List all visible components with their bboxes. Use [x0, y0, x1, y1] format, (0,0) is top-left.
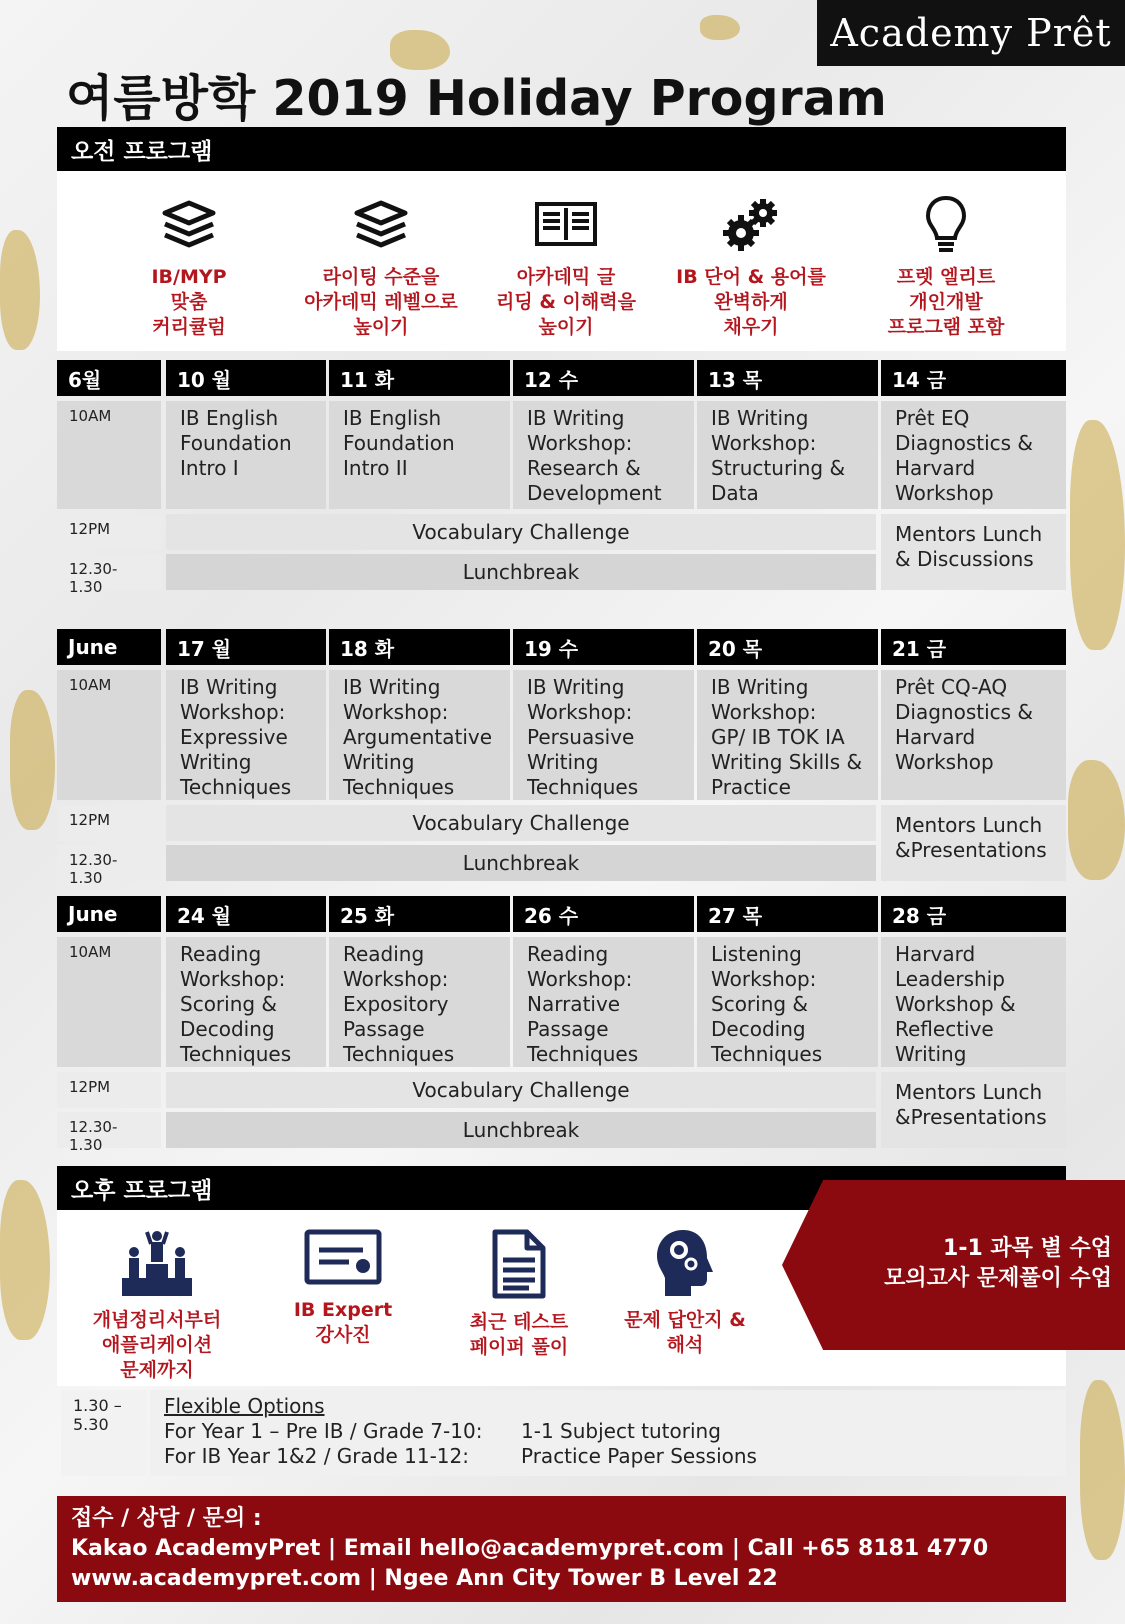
- day-header: 11 화: [329, 360, 510, 396]
- feature-writing: [291, 191, 471, 340]
- month-header: June: [57, 629, 161, 665]
- session-cell: IB Writing Workshop: Research & Development: [513, 401, 694, 509]
- document-icon: [489, 1228, 549, 1300]
- day-header: 25 화: [329, 896, 510, 932]
- session-cell: IB English Foundation Intro I: [166, 401, 326, 509]
- time-label: 12PM: [57, 514, 161, 550]
- callout-text: 1-1 과목 별 수업 모의고사 문제풀이 수업: [884, 1236, 1112, 1291]
- day-header: 17 월: [166, 629, 326, 665]
- day-header: 21 금: [881, 629, 1066, 665]
- session-cell: Harvard Leadership Workshop & Reflective Writing: [881, 937, 1066, 1067]
- gold-fleck: [10, 690, 55, 830]
- head-gears-icon: [653, 1228, 717, 1298]
- option-offer: Practice Paper Sessions: [521, 1444, 757, 1468]
- certificate-icon: [303, 1228, 383, 1288]
- feature-papers: [429, 1228, 609, 1360]
- lunchbreak-row: Lunchbreak: [166, 845, 876, 881]
- feature-concepts: [67, 1228, 247, 1383]
- session-cell: IB Writing Workshop: Persuasive Writing Techniques: [513, 670, 694, 800]
- gold-fleck: [1070, 420, 1125, 650]
- gold-fleck: [0, 230, 40, 350]
- lunchbreak-row: Lunchbreak: [166, 1112, 876, 1148]
- time-label: 12PM: [57, 1072, 161, 1108]
- open-book-icon: [533, 200, 599, 250]
- vocabulary-challenge-row: Vocabulary Challenge: [166, 514, 876, 550]
- time-label: 12.30-1.30: [57, 845, 161, 881]
- day-header: 14 금: [881, 360, 1066, 396]
- vocabulary-challenge-row: Vocabulary Challenge: [166, 805, 876, 841]
- brand-logo: Academy Prêt: [817, 0, 1125, 66]
- option-group: For Year 1 – Pre IB / Grade 7-10:: [164, 1419, 483, 1443]
- day-header: 18 화: [329, 629, 510, 665]
- time-label: 10AM: [57, 937, 161, 1067]
- month-header: June: [57, 896, 161, 932]
- time-label: 10AM: [57, 670, 161, 800]
- feature-label: 문제 답안지 & 해석: [624, 1309, 746, 1356]
- feature-vocabulary: [661, 191, 841, 340]
- session-cell: IB Writing Workshop: Expressive Writing Techniques: [166, 670, 326, 800]
- mentors-lunch-cell: Mentors Lunch & Discussions: [881, 514, 1066, 590]
- contact-footer: [57, 1496, 1066, 1602]
- time-label: 12PM: [57, 805, 161, 841]
- session-cell: Listening Workshop: Scoring & Decoding Techniques: [697, 937, 878, 1067]
- feature-label: IB Expert 강사진: [293, 1299, 393, 1346]
- feature-label: 개념정리서부터 애플리케이션 문제까지: [92, 1309, 222, 1381]
- feature-label: 아카데믹 글 리딩 & 이해력을 높이기: [496, 266, 636, 338]
- feature-label: IB/MYP 맞춤 커리큘럼: [151, 266, 227, 338]
- day-header: 26 수: [513, 896, 694, 932]
- feature-label: 라이팅 수준을 아카데믹 레벨으로 높이기: [304, 266, 458, 338]
- page-title: 여름방학 2019 Holiday Program: [66, 70, 887, 127]
- session-cell: Prêt CQ-AQ Diagnostics & Harvard Workshop: [881, 670, 1066, 800]
- time-label: 12.30-1.30: [57, 1112, 161, 1148]
- gold-fleck: [0, 1180, 50, 1340]
- mentors-lunch-cell: Mentors Lunch &Presentations: [881, 1072, 1066, 1148]
- session-cell: IB Writing Workshop: Argumentative Writing Techniques: [329, 670, 510, 800]
- lightbulb-icon: [924, 194, 968, 256]
- feature-label: 프렛 엘리트 개인개발 프로그램 포함: [887, 266, 1005, 338]
- books-icon: [159, 197, 219, 253]
- contact-line[interactable]: www.academypret.com | Ngee Ann City Tower B Level 22: [71, 1566, 778, 1591]
- gold-fleck: [1068, 760, 1125, 880]
- afternoon-time: 1.30 – 5.30: [61, 1390, 147, 1476]
- session-cell: Prêt EQ Diagnostics & Harvard Workshop: [881, 401, 1066, 509]
- option-offer: 1-1 Subject tutoring: [521, 1419, 721, 1443]
- day-header: 13 목: [697, 360, 878, 396]
- vocabulary-challenge-row: Vocabulary Challenge: [166, 1072, 876, 1108]
- flexible-options: [150, 1390, 1066, 1476]
- gears-icon: [721, 195, 781, 255]
- podium-icon: [120, 1228, 194, 1298]
- day-header: 12 수: [513, 360, 694, 396]
- feature-answers: [595, 1228, 775, 1358]
- session-cell: Reading Workshop: Expository Passage Techniques: [329, 937, 510, 1067]
- morning-section-heading: 오전 프로그램: [57, 127, 1066, 171]
- day-header: 28 금: [881, 896, 1066, 932]
- time-label: 10AM: [57, 401, 161, 509]
- gold-fleck: [700, 15, 740, 40]
- day-header: 27 목: [697, 896, 878, 932]
- contact-line[interactable]: Kakao AcademyPret | Email hello@academypret.com | Call +65 8181 4770: [71, 1536, 989, 1561]
- option-group: For IB Year 1&2 / Grade 11-12:: [164, 1444, 469, 1468]
- session-cell: IB Writing Workshop: GP/ IB TOK IA Writing Skills & Practice: [697, 670, 878, 800]
- session-cell: IB Writing Workshop: Structuring & Data: [697, 401, 878, 509]
- feature-elite: [856, 191, 1036, 340]
- day-header: 20 목: [697, 629, 878, 665]
- feature-reading: [476, 191, 656, 340]
- feature-curriculum: [99, 191, 279, 340]
- feature-experts: [253, 1228, 433, 1348]
- contact-heading: 접수 / 상담 / 문의 :: [71, 1506, 262, 1531]
- session-cell: Reading Workshop: Scoring & Decoding Techniques: [166, 937, 326, 1067]
- session-cell: IB English Foundation Intro II: [329, 401, 510, 509]
- day-header: 10 월: [166, 360, 326, 396]
- time-label: 12.30-1.30: [57, 554, 161, 590]
- session-cell: Reading Workshop: Narrative Passage Techniques: [513, 937, 694, 1067]
- month-header: 6월: [57, 360, 161, 396]
- feature-label: 최근 테스트 페이퍼 풀이: [469, 1311, 569, 1358]
- day-header: 19 수: [513, 629, 694, 665]
- feature-label: IB 단어 & 용어를 완벽하게 채우기: [676, 266, 826, 338]
- books-icon: [351, 197, 411, 253]
- gold-fleck: [1080, 1380, 1125, 1560]
- lunchbreak-row: Lunchbreak: [166, 554, 876, 590]
- options-title: Flexible Options: [164, 1394, 325, 1418]
- day-header: 24 월: [166, 896, 326, 932]
- afternoon-section-heading: 오후 프로그램: [57, 1166, 1066, 1210]
- morning-features-panel: [57, 171, 1066, 351]
- mentors-lunch-cell: Mentors Lunch &Presentations: [881, 805, 1066, 881]
